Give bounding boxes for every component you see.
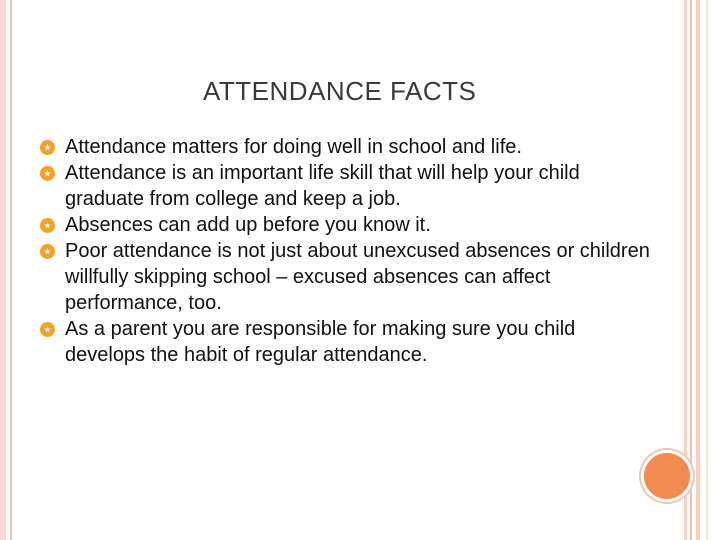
- star-bullet-icon: [40, 166, 55, 181]
- bullet-text: As a parent you are responsible for making sure you child develops the habit of regular attendance.: [65, 318, 576, 366]
- star-bullet-icon: [40, 218, 55, 233]
- frame-line: [696, 0, 700, 540]
- bullet-item: [40, 212, 660, 238]
- star-bullet-icon: [40, 140, 55, 155]
- slide-title: ATTENDANCE FACTS: [203, 76, 477, 106]
- bullet-item: [40, 134, 660, 160]
- bullet-item: [40, 238, 660, 316]
- accent-circle: [641, 450, 693, 502]
- bullet-text: Attendance matters for doing well in school and life.: [65, 136, 522, 158]
- bullet-text: Attendance is an important life skill that will help your child graduate from college and keep a job.: [65, 162, 580, 210]
- right-frame-border: [684, 0, 720, 540]
- frame-line: [690, 0, 692, 540]
- left-frame-border: [0, 0, 12, 540]
- bullet-text: Absences can add up before you know it.: [65, 214, 431, 236]
- frame-line: [706, 0, 708, 540]
- star-bullet-icon: [40, 244, 55, 259]
- bullet-item: [40, 316, 660, 368]
- bullet-list: [40, 134, 660, 368]
- bullet-item: [40, 160, 660, 212]
- bullet-text: Poor attendance is not just about unexcused absences or children willfully skipping school – excused absences can affect performance, too.: [65, 240, 650, 314]
- star-bullet-icon: [40, 322, 55, 337]
